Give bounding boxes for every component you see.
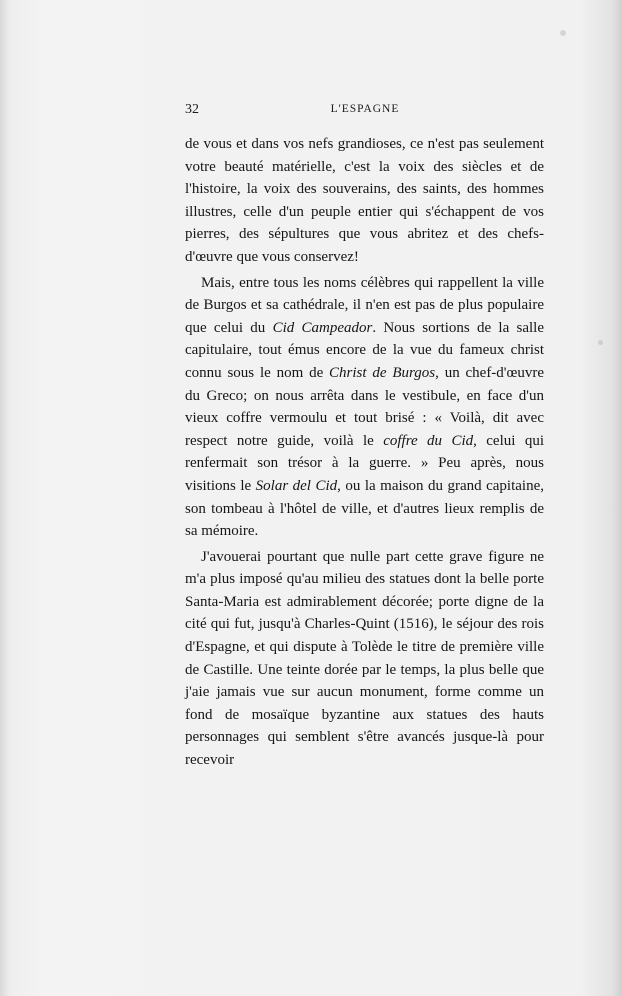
page-header — [185, 102, 545, 122]
text-run: , ou la maison du grand capitaine, son tombeau à l'hôtel de ville, et d'autres lieux remplis de sa mémoire. — [185, 477, 544, 540]
paragraph-cid — [185, 272, 544, 543]
text-run: , un chef-d'œuvre du Greco; on nous arrêta dans le vestibule, en face d'un vieux coffre vermoulu et tout brisé : « Voilà, dit avec respect notre guide, voilà le — [185, 364, 544, 449]
text-run: . Nous sortions de la salle capitulaire, tout émus encore de la vue du fameux christ connu sous le nom de — [185, 319, 544, 381]
italic-title: coffre du Cid — [383, 432, 474, 449]
page-number: 32 — [185, 102, 199, 117]
text-run: Mais, entre tous les noms célèbres qui rappellent la ville de Burgos et sa cathédrale, il n'en est pas de plus populaire que celui du — [185, 274, 544, 336]
paragraph-santa-maria: J'avouerai pourtant que nulle part cette grave figure ne m'a plus imposé qu'au milieu des statues dont la belle porte Santa-Maria est admirablement décorée; porte digne de la cité qui fut, jusqu'à Charles-Quint (1516), le séjour des rois d'Espagne, et qui dispute à Tolède le titre de première ville de Castille. Une teinte dorée par le temps, la plus belle que j'aie jamais vue sur aucun monument, forme comme un fond de mosaïque byzantine aux statues des hauts personnages qui semblent s'être avancés jusque-là pour recevoir — [185, 548, 544, 769]
italic-title: Cid Campeador — [272, 319, 373, 336]
running-head: L'ESPAGNE — [330, 103, 400, 115]
body-text — [185, 133, 544, 772]
paragraph-continued: de vous et dans vos nefs grandioses, ce n'est pas seulement votre beauté matérielle, c'est la voix des siècles et de l'histoire, la voix des souverains, des saints, des hommes illustres, celle d'un peuple entier qui s'échappent de vos pierres, des sépultures que vous abritez et des chefs-d'œuvre que vous conservez! — [185, 136, 544, 265]
text-run: , celui qui renfermait son trésor à la guerre. » Peu après, nous visitions le — [185, 432, 544, 494]
paper-spot — [598, 340, 603, 345]
italic-title: Christ de Burgos — [329, 364, 436, 381]
italic-title: Solar del Cid — [255, 477, 338, 494]
paper-spot — [560, 30, 566, 36]
